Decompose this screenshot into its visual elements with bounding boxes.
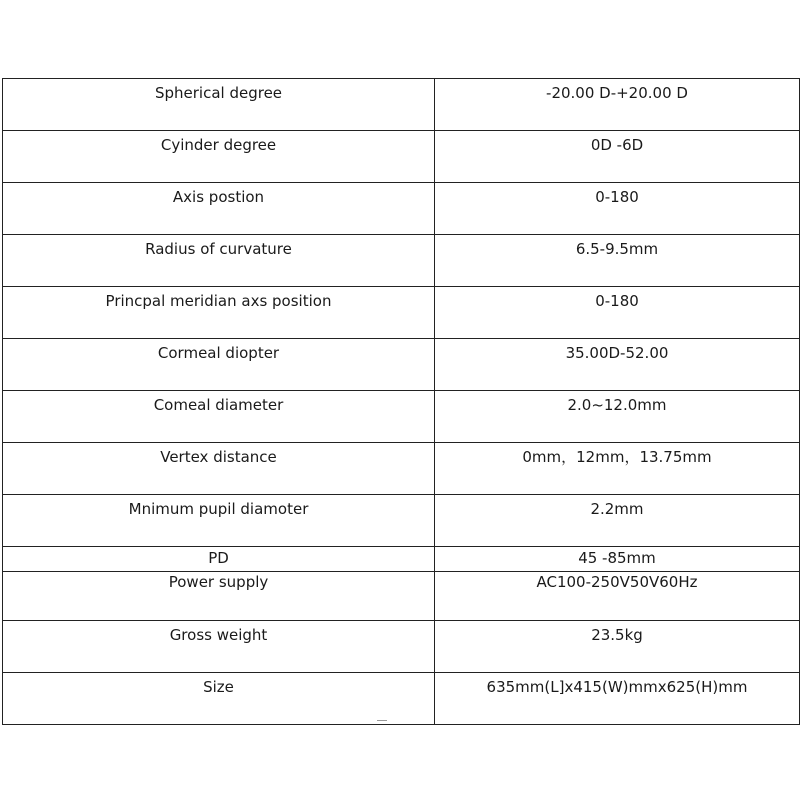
table-row — [3, 547, 800, 572]
spec-value: -20.00 D-+20.00 D — [435, 79, 800, 131]
spec-value: 2.2mm — [435, 495, 800, 547]
table-row — [3, 287, 800, 339]
divider-mark — [377, 720, 387, 721]
spec-value: 0D -6D — [435, 131, 800, 183]
spec-label: Vertex distance — [3, 443, 435, 495]
spec-label: Size — [3, 673, 435, 725]
spec-label: Comeal diameter — [3, 391, 435, 443]
table-row — [3, 621, 800, 673]
spec-label: Cormeal diopter — [3, 339, 435, 391]
table-row — [3, 391, 800, 443]
spec-label: Cyinder degree — [3, 131, 435, 183]
spec-value: 23.5kg — [435, 621, 800, 673]
table-row — [3, 79, 800, 131]
table-row — [3, 339, 800, 391]
table-row — [3, 495, 800, 547]
table-row — [3, 443, 800, 495]
spec-label: PD — [3, 547, 435, 572]
table-row — [3, 572, 800, 621]
spec-value: 35.00D-52.00 — [435, 339, 800, 391]
spec-value: 0-180 — [435, 287, 800, 339]
spec-label: Spherical degree — [3, 79, 435, 131]
table-row — [3, 131, 800, 183]
spec-label: Power supply — [3, 572, 435, 621]
spec-value: 635mm(L]x415(W)mmx625(H)mm — [435, 673, 800, 725]
spec-value: AC100-250V50V60Hz — [435, 572, 800, 621]
spec-value: 45 -85mm — [435, 547, 800, 572]
spec-label: Princpal meridian axs position — [3, 287, 435, 339]
spec-table — [2, 78, 800, 725]
table-row — [3, 673, 800, 725]
spec-value: 0-180 — [435, 183, 800, 235]
spec-label: Gross weight — [3, 621, 435, 673]
spec-value: 2.0~12.0mm — [435, 391, 800, 443]
table-row — [3, 183, 800, 235]
spec-value: 0mm，12mm，13.75mm — [435, 443, 800, 495]
spec-label: Axis postion — [3, 183, 435, 235]
spec-value: 6.5-9.5mm — [435, 235, 800, 287]
table-row — [3, 235, 800, 287]
spec-label: Radius of curvature — [3, 235, 435, 287]
spec-label: Mnimum pupil diamoter — [3, 495, 435, 547]
